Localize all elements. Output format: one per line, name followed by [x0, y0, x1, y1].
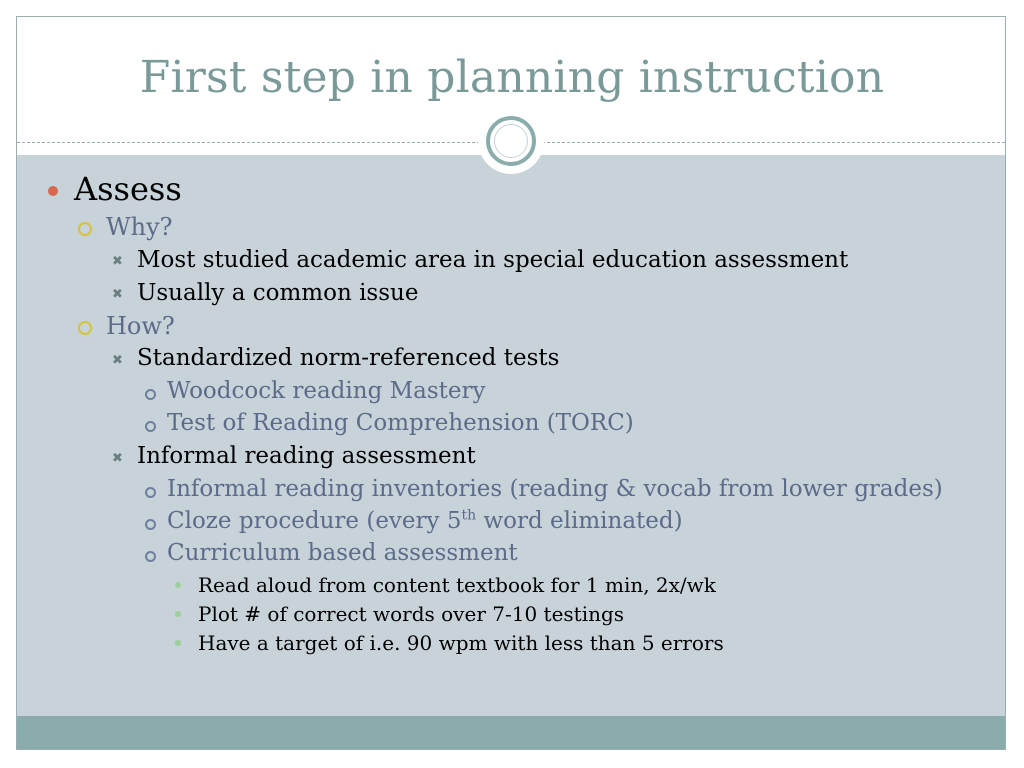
bullet-item: Curriculum based assessment [167, 540, 518, 566]
footer-band [17, 716, 1005, 749]
bullet-x-icon: ✖ [112, 287, 123, 302]
bullet-item: How? [106, 312, 175, 340]
bullet-x-icon: ✖ [112, 353, 123, 368]
bullet-x-icon: ✖ [112, 451, 123, 466]
ornament-core [494, 124, 528, 158]
bullet-item: Usually a common issue [137, 280, 419, 306]
bullet-ring-icon [145, 389, 156, 400]
bullet-item: Cloze procedure (every 5th word eliminated) [167, 507, 683, 534]
bullet-ring-icon [78, 321, 92, 335]
bullet-item: Informal reading inventories (reading & vocab from lower grades) [167, 476, 943, 502]
bullet-dot-icon [48, 186, 58, 196]
bullet-item: Most studied academic area in special education assessment [137, 247, 849, 273]
bullet-x-icon: ✖ [112, 254, 123, 269]
bullet-item: Plot # of correct words over 7-10 testings [198, 602, 625, 626]
bullet-item: Why? [106, 213, 173, 241]
bullet-dot-icon [175, 611, 181, 617]
bullet-item: Woodcock reading Mastery [167, 378, 486, 404]
bullet-item: Standardized norm-referenced tests [137, 345, 560, 371]
bullet-item: Read aloud from content textbook for 1 min, 2x/wk [198, 573, 716, 597]
bullet-dot-icon [175, 582, 181, 588]
bullet-item: Assess [74, 170, 182, 208]
bullet-item: Have a target of i.e. 90 wpm with less than 5 errors [198, 631, 724, 655]
slide-title: First step in planning instruction [139, 52, 885, 103]
bullet-item: Test of Reading Comprehension (TORC) [167, 410, 634, 436]
bullet-ring-icon [145, 551, 156, 562]
bullet-dot-icon [175, 640, 181, 646]
bullet-ring-icon [78, 222, 92, 236]
bullet-ring-icon [145, 421, 156, 432]
bullet-item: Informal reading assessment [137, 443, 476, 469]
bullet-ring-icon [145, 519, 156, 530]
bullet-ring-icon [145, 487, 156, 498]
